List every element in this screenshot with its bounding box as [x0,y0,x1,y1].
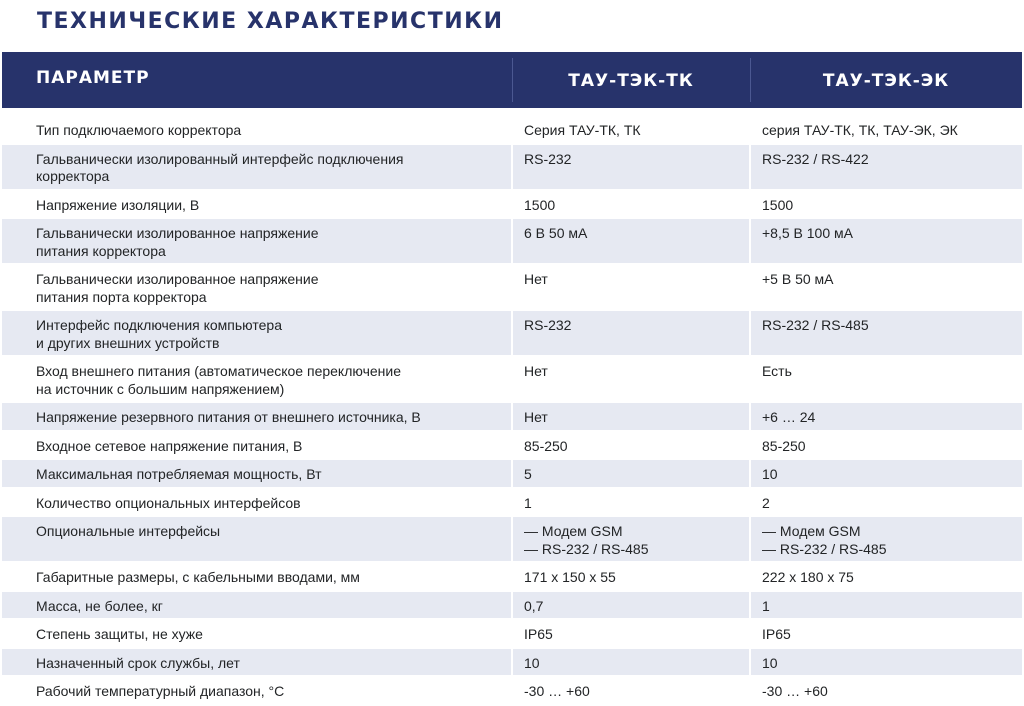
cell-text-line: Серия ТАУ-ТК, ТК [524,122,641,138]
cell-text-line: Назначенный срок службы, лет [36,654,240,671]
cell-text-line: Опциональные интерфейсы [36,523,221,539]
parameter-cell [2,459,512,488]
cell-text-line: Входное сетевое напряжение питания, В [36,437,303,454]
parameter-cell [2,431,512,460]
cell-text-line: 1 [762,597,770,614]
cell-text-line: Количество опциональных интерфейсов [36,494,301,511]
cell-text-line: 6 В 50 мА [524,225,588,241]
parameter-cell [2,619,512,648]
cell-text-line: серия ТАУ-ТК, ТК, ТАУ-ЭК, ЭК [762,122,958,138]
parameter-cell [2,488,512,517]
header-row [2,52,1022,108]
cell-text-line: 85-250 [762,437,806,454]
parameter-cell [2,591,512,620]
header-tau-tek-tk: ТАУ-ТЭК-ТК [512,52,750,108]
specifications-table [2,52,1022,706]
cell-text-line: RS-232 / RS-485 [762,317,869,333]
tau-tek-tk-value-cell [512,676,750,705]
cell-text-line: Масса, не более, кг [36,597,163,614]
cell-text-line: — RS-232 / RS-485 [762,540,887,557]
cell-text-line: Гальванически изолированное напряжение [36,225,319,241]
cell-text-line: 171 х 150 х 55 [524,569,616,585]
parameter-cell [2,648,512,677]
tau-tek-tk-value-cell [512,562,750,591]
cell-text-line: Максимальная потребляемая мощность, Вт [36,466,322,482]
cell-text-line: Вход внешнего питания (автоматическое переключение [36,363,401,379]
table-row [2,190,1022,219]
table-row [2,619,1022,648]
table-row [2,591,1022,620]
header-tau-tek-ek: ТАУ-ТЭК-ЭК [750,52,1022,108]
table-row [2,676,1022,705]
cell-text-line: 1500 [762,196,794,213]
tau-tek-tk-value-cell [512,310,750,356]
tau-tek-tk-value-cell [512,402,750,431]
cell-text-line: +6 … 24 [762,409,816,425]
tau-tek-ek-value-cell [750,116,1022,144]
tau-tek-ek-value-cell [750,264,1022,310]
tau-tek-tk-value-cell [512,516,750,562]
cell-text-line: Нет [524,271,548,287]
table-row [2,218,1022,264]
cell-text-line: питания порта корректора [36,288,207,305]
tau-tek-tk-value-cell [512,431,750,460]
table-body [2,108,1022,705]
table-row [2,562,1022,591]
page-title: ТЕХНИЧЕСКИЕ ХАРАКТЕРИСТИКИ [37,9,504,34]
tau-tek-ek-value-cell [750,619,1022,648]
header-parameter: ПАРАМЕТР [36,68,150,88]
cell-text-line: Нет [524,363,548,379]
cell-text-line: корректора [36,168,110,184]
cell-text-line: -30 … +60 [762,683,828,699]
cell-text-line: RS-232 / RS-422 [762,150,869,167]
tau-tek-ek-value-cell [750,218,1022,264]
tau-tek-ek-value-cell [750,190,1022,219]
cell-text-line: 1 [524,494,532,511]
table-row [2,516,1022,562]
table-row [2,310,1022,356]
cell-text-line: -30 … +60 [524,683,590,699]
tau-tek-tk-value-cell [512,144,750,190]
tau-tek-ek-value-cell [750,431,1022,460]
parameter-cell [2,356,512,402]
cell-text-line: Рабочий температурный диапазон, °С [36,683,285,699]
tau-tek-ek-value-cell [750,648,1022,677]
cell-text-line: 5 [524,466,532,482]
cell-text-line: +5 В 50 мА [762,271,834,287]
parameter-cell [2,310,512,356]
cell-text-line: RS-232 [524,317,572,333]
cell-text-line: 10 [762,654,778,671]
tau-tek-tk-value-cell [512,116,750,144]
table-row [2,648,1022,677]
tau-tek-ek-value-cell [750,310,1022,356]
cell-text-line: Степень защиты, не хуже [36,626,203,642]
cell-text-line: — RS-232 / RS-485 [524,540,649,557]
table-row [2,144,1022,190]
parameter-cell [2,190,512,219]
cell-text-line: 10 [524,654,540,671]
cell-text-line: Гальванически изолированный интерфейс подключения [36,150,404,167]
table-spacer [2,108,1022,116]
cell-text-line: Габаритные размеры, с кабельными вводами, мм [36,569,360,585]
tau-tek-ek-value-cell [750,676,1022,705]
cell-text-line: 0,7 [524,597,544,614]
tau-tek-ek-value-cell [750,591,1022,620]
cell-text-line: 10 [762,466,778,482]
table-row [2,402,1022,431]
tau-tek-tk-value-cell [512,591,750,620]
table-row [2,264,1022,310]
cell-text-line: питания корректора [36,242,166,259]
cell-text-line: Напряжение изоляции, В [36,196,200,213]
table-row [2,459,1022,488]
tau-tek-tk-value-cell [512,648,750,677]
cell-text-line: RS-232 [524,150,572,167]
cell-text-line: на источник с большим напряжением) [36,380,285,397]
cell-text-line: Напряжение резервного питания от внешнего источника, В [36,409,421,425]
table-row [2,431,1022,460]
tau-tek-ek-value-cell [750,402,1022,431]
parameter-cell [2,562,512,591]
tau-tek-ek-value-cell [750,356,1022,402]
tau-tek-ek-value-cell [750,516,1022,562]
table-row [2,116,1022,144]
cell-text-line: Интерфейс подключения компьютера [36,317,282,333]
tau-tek-tk-value-cell [512,264,750,310]
cell-text-line: Нет [524,409,548,425]
cell-text-line: 2 [762,494,770,511]
table-row [2,488,1022,517]
tau-tek-tk-value-cell [512,356,750,402]
tau-tek-tk-value-cell [512,459,750,488]
table-row [2,356,1022,402]
tau-tek-ek-value-cell [750,562,1022,591]
tau-tek-ek-value-cell [750,144,1022,190]
parameter-cell [2,516,512,562]
tau-tek-ek-value-cell [750,488,1022,517]
tau-tek-tk-value-cell [512,218,750,264]
parameter-cell [2,264,512,310]
cell-text-line: Тип подключаемого корректора [36,122,242,138]
parameter-cell [2,116,512,144]
cell-text-line: Гальванически изолированное напряжение [36,271,319,287]
tau-tek-ek-value-cell [750,459,1022,488]
cell-text-line: — Модем GSM [762,523,861,539]
parameter-cell [2,218,512,264]
cell-text-line: 222 х 180 х 75 [762,569,854,585]
cell-text-line: — Модем GSM [524,523,623,539]
parameter-cell [2,144,512,190]
tau-tek-tk-value-cell [512,488,750,517]
cell-text-line: Есть [762,363,792,379]
cell-text-line: 85-250 [524,437,568,454]
cell-text-line: и других внешних устройств [36,334,220,351]
table-header [2,52,1022,108]
cell-text-line: IP65 [762,626,791,642]
cell-text-line: IP65 [524,626,553,642]
parameter-cell [2,676,512,705]
tau-tek-tk-value-cell [512,619,750,648]
cell-text-line: 1500 [524,196,556,213]
parameter-cell [2,402,512,431]
cell-text-line: +8,5 В 100 мА [762,225,853,241]
tau-tek-tk-value-cell [512,190,750,219]
